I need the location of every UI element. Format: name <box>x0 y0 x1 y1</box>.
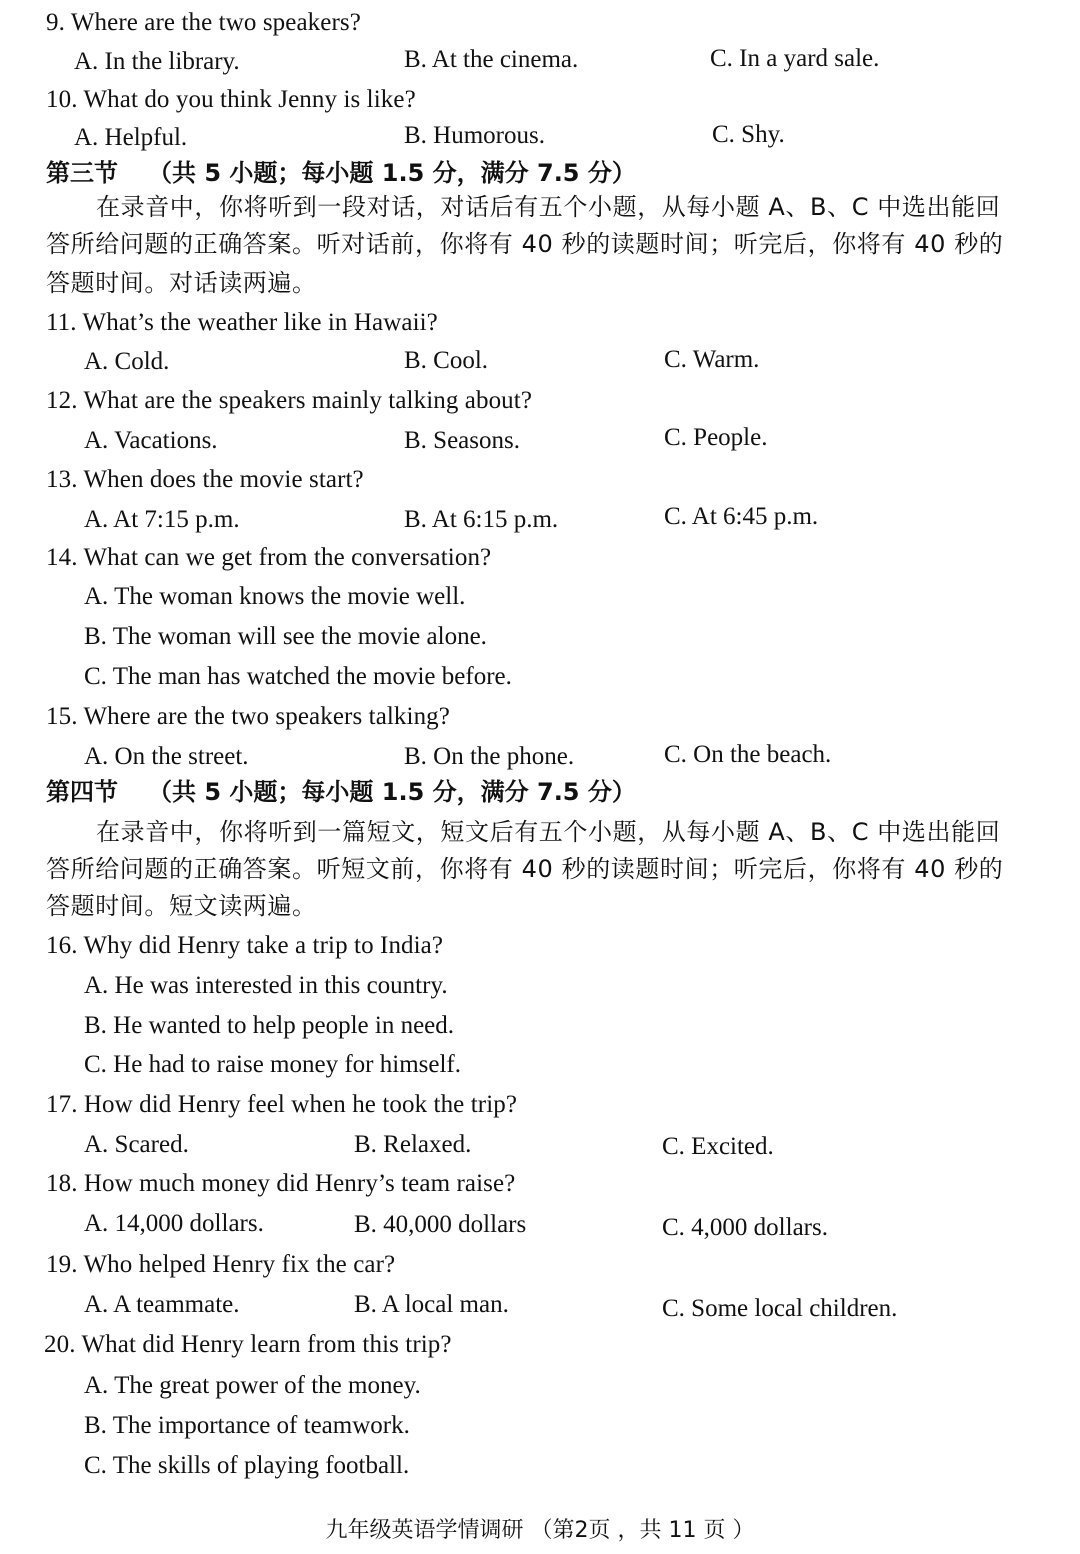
q18-option-b: B. 40,000 dollars <box>354 1211 527 1238</box>
question-18: 18. How much money did Henry’s team raise? <box>46 1170 516 1197</box>
section-4-points: （共 5 小题；每小题 1.5 分，满分 7.5 分） <box>148 778 636 806</box>
q9-option-a: A. In the library. <box>74 48 240 75</box>
q20-option-b: B. The importance of teamwork. <box>84 1412 410 1439</box>
section-4-title: 第四节 <box>46 778 118 806</box>
question-11: 11. What’s the weather like in Hawaii? <box>46 309 438 336</box>
q13-option-a: A. At 7:15 p.m. <box>84 506 240 533</box>
q17-option-a: A. Scared. <box>84 1131 189 1158</box>
question-16: 16. Why did Henry take a trip to India? <box>46 932 444 959</box>
section-3-heading <box>46 156 636 190</box>
q10-option-a: A. Helpful. <box>74 124 188 151</box>
q15-option-a: A. On the street. <box>84 743 249 770</box>
section-3-title: 第三节 <box>46 159 118 187</box>
q12-option-a: A. Vacations. <box>84 427 218 454</box>
section-4-instruction-line-2: 答所给问题的正确答案。听短文前，你将有 40 秒的读题时间；听完后，你将有 40 秒的 <box>46 855 1004 883</box>
section-4-heading <box>46 775 636 809</box>
section-4-instruction-line-1: 在录音中，你将听到一篇短文，短文后有五个小题，从每小题 A、B、C 中选出能回 <box>96 818 1001 846</box>
q11-option-a: A. Cold. <box>84 348 170 375</box>
q16-option-c: C. He had to raise money for himself. <box>84 1051 461 1078</box>
q10-option-b: B. Humorous. <box>404 122 545 149</box>
question-10: 10. What do you think Jenny is like? <box>46 86 416 113</box>
q17-option-b: B. Relaxed. <box>354 1131 472 1158</box>
question-9: 9. Where are the two speakers? <box>46 9 361 36</box>
section-3-points: （共 5 小题；每小题 1.5 分，满分 7.5 分） <box>148 159 636 187</box>
q13-option-c: C. At 6:45 p.m. <box>664 503 819 530</box>
q9-option-c: C. In a yard sale. <box>710 45 880 72</box>
question-20: 20. What did Henry learn from this trip? <box>44 1331 452 1358</box>
q16-option-b: B. He wanted to help people in need. <box>84 1012 455 1039</box>
q12-option-b: B. Seasons. <box>404 427 520 454</box>
q10-option-c: C. Shy. <box>712 121 785 148</box>
section-3-instruction-line-3: 答题时间。对话读两遍。 <box>46 269 317 297</box>
q13-option-b: B. At 6:15 p.m. <box>404 506 559 533</box>
q11-option-b: B. Cool. <box>404 347 489 374</box>
q20-option-a: A. The great power of the money. <box>84 1372 421 1399</box>
q14-option-b: B. The woman will see the movie alone. <box>84 623 487 650</box>
q18-option-c: C. 4,000 dollars. <box>662 1214 828 1241</box>
q17-option-c: C. Excited. <box>662 1133 774 1160</box>
question-17: 17. How did Henry feel when he took the trip? <box>46 1091 518 1118</box>
q14-option-a: A. The woman knows the movie well. <box>84 583 466 610</box>
q16-option-a: A. He was interested in this country. <box>84 972 448 999</box>
question-19: 19. Who helped Henry fix the car? <box>46 1251 396 1278</box>
question-13: 13. When does the movie start? <box>46 466 364 493</box>
section-3-instruction-line-2: 答所给问题的正确答案。听对话前，你将有 40 秒的读题时间；听完后，你将有 40 秒的 <box>46 230 1004 258</box>
section-4-instruction-line-3: 答题时间。短文读两遍。 <box>46 892 317 920</box>
q11-option-c: C. Warm. <box>664 346 760 373</box>
q20-option-c: C. The skills of playing football. <box>84 1452 410 1479</box>
question-12: 12. What are the speakers mainly talking about? <box>46 387 533 414</box>
question-15: 15. Where are the two speakers talking? <box>46 703 450 730</box>
q19-option-c: C. Some local children. <box>662 1295 898 1322</box>
q14-option-c: C. The man has watched the movie before. <box>84 663 512 690</box>
q19-option-b: B. A local man. <box>354 1291 509 1318</box>
q12-option-c: C. People. <box>664 424 768 451</box>
q15-option-c: C. On the beach. <box>664 741 832 768</box>
q9-option-b: B. At the cinema. <box>404 46 579 73</box>
question-14: 14. What can we get from the conversation? <box>46 544 492 571</box>
section-3-instruction-line-1: 在录音中，你将听到一段对话，对话后有五个小题，从每小题 A、B、C 中选出能回 <box>96 193 1001 221</box>
q18-option-a: A. 14,000 dollars. <box>84 1210 264 1237</box>
q15-option-b: B. On the phone. <box>404 743 575 770</box>
page-footer: 九年级英语学情调研 （第2页 ，共 11 页 ） <box>325 1518 755 1543</box>
q19-option-a: A. A teammate. <box>84 1291 240 1318</box>
